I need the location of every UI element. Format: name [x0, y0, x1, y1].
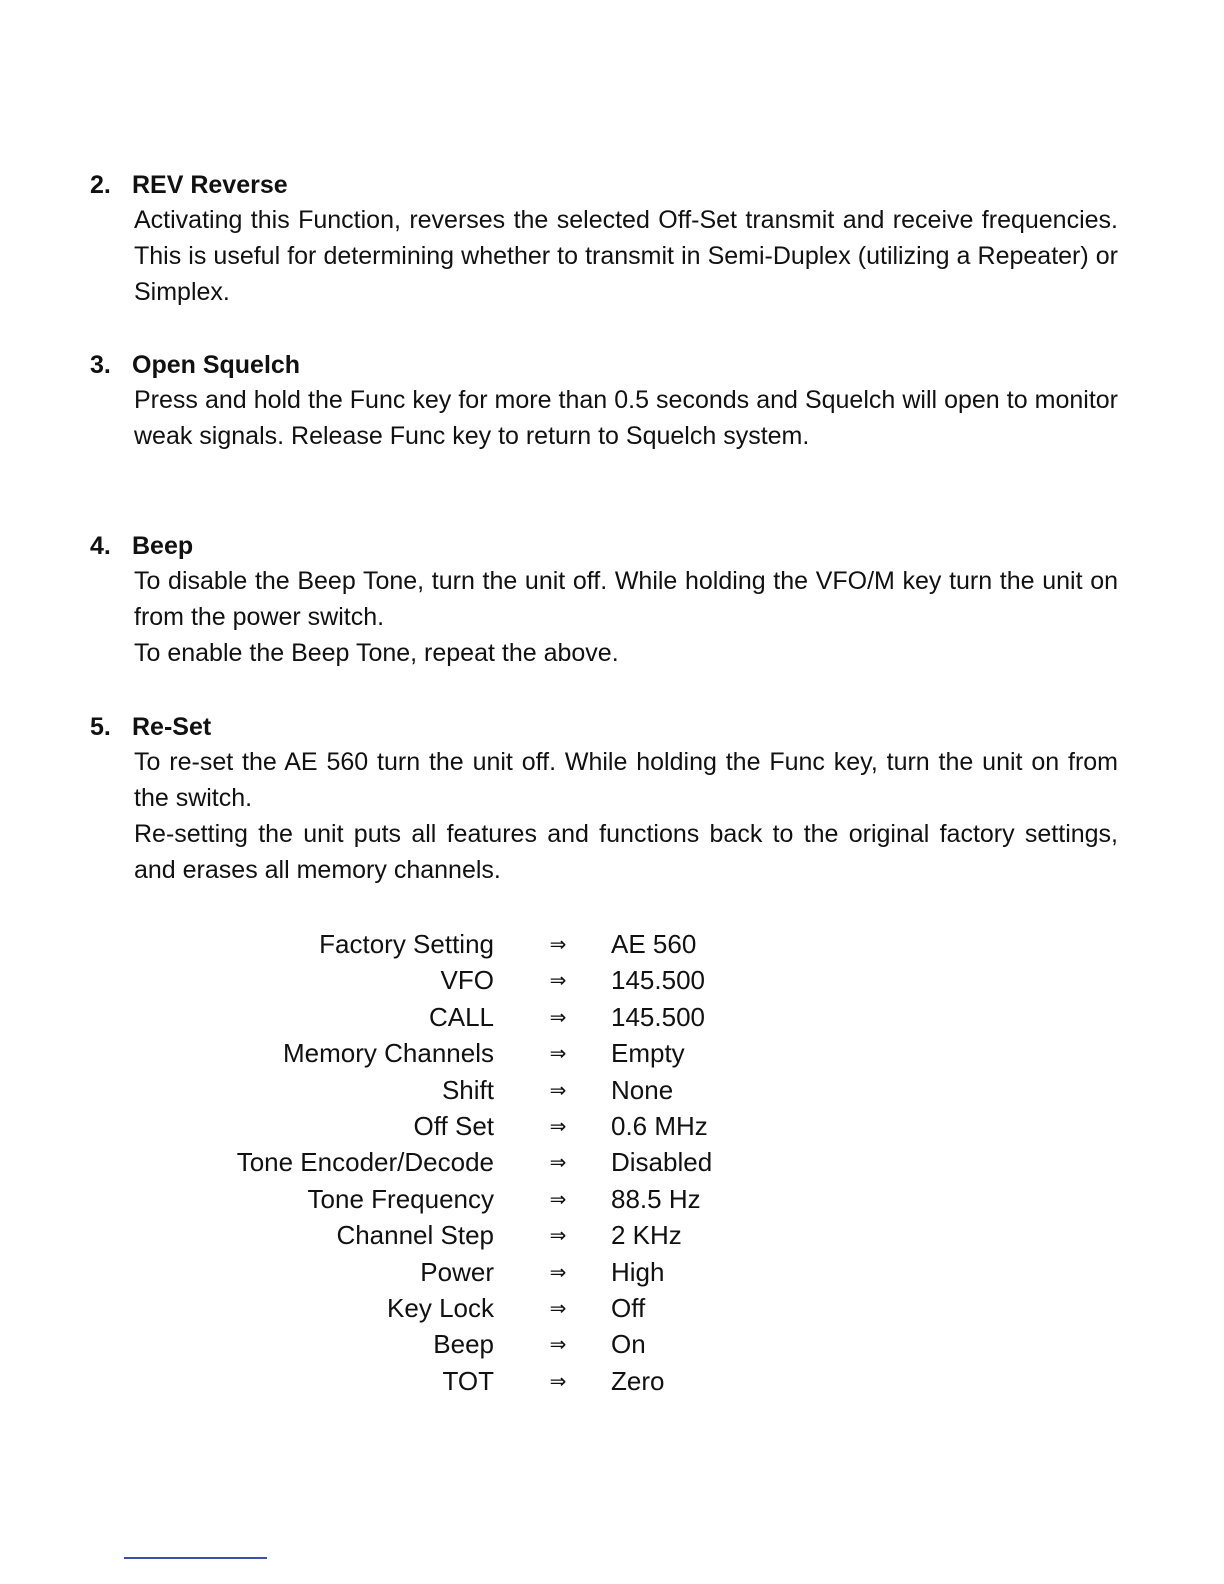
- settings-row: [0, 999, 1224, 1035]
- setting-name: Memory Channels: [283, 1038, 494, 1069]
- setting-name: VFO: [440, 965, 494, 996]
- section-heading: [90, 168, 1120, 202]
- section-open-squelch: [90, 348, 1120, 454]
- setting-name: Tone Encoder/Decode: [236, 1147, 494, 1178]
- setting-value: 145.500: [611, 1001, 705, 1032]
- arrow-icon: ⇒: [549, 1259, 567, 1284]
- setting-value: None: [611, 1074, 674, 1105]
- setting-name: TOT: [442, 1365, 494, 1396]
- setting-value: 145.500: [611, 965, 705, 996]
- arrow-icon: ⇒: [549, 1223, 567, 1248]
- arrow-icon: ⇒: [549, 1150, 567, 1175]
- setting-name: Shift: [441, 1074, 494, 1105]
- section-paragraph: To enable the Beep Tone, repeat the above.: [134, 639, 619, 667]
- settings-row: [0, 1290, 1224, 1326]
- arrow-icon: ⇒: [549, 1041, 567, 1066]
- section-beep: [90, 529, 1120, 671]
- settings-row: [0, 1035, 1224, 1071]
- settings-row: [0, 1072, 1224, 1108]
- section-re-set: [90, 710, 1120, 888]
- section-paragraph: To re-set the AE 560 turn the unit off. While holding the Func key, turn the unit on from the switch.: [134, 748, 1118, 812]
- setting-value: On: [611, 1329, 646, 1360]
- settings-row: [0, 926, 1224, 962]
- setting-value: 88.5 Hz: [611, 1183, 701, 1214]
- section-number: 5.: [90, 713, 111, 741]
- setting-value: Off: [611, 1292, 646, 1323]
- arrow-icon: ⇒: [549, 1295, 567, 1320]
- setting-name: Power: [420, 1256, 494, 1287]
- settings-row: [0, 1217, 1224, 1253]
- section-paragraph: Activating this Function, reverses the selected Off-Set transmit and receive frequencies. This is useful for determining whether to transmit in Semi-Duplex (utilizing a Repeater) or Simplex.: [134, 206, 1118, 306]
- setting-name: CALL: [428, 1001, 494, 1032]
- setting-name: Key Lock: [387, 1292, 494, 1323]
- section-title: Re-Set: [132, 713, 212, 741]
- section-number: 2.: [90, 171, 111, 199]
- arrow-icon: ⇒: [549, 1077, 567, 1102]
- settings-row: [0, 1363, 1224, 1399]
- arrow-icon: ⇒: [549, 1368, 567, 1393]
- section-heading: [90, 710, 1120, 744]
- setting-value: Zero: [611, 1365, 665, 1396]
- section-heading: [90, 529, 1120, 563]
- arrow-icon: ⇒: [549, 932, 567, 956]
- section-title: Open Squelch: [132, 351, 301, 379]
- setting-name: Channel Step: [336, 1220, 494, 1251]
- setting-value: Empty: [611, 1038, 685, 1069]
- section-heading: [90, 348, 1120, 382]
- arrow-icon: ⇒: [549, 1186, 567, 1211]
- factory-settings-list: [0, 926, 1224, 1399]
- arrow-icon: ⇒: [549, 1004, 567, 1029]
- setting-value: 0.6 MHz: [611, 1110, 708, 1141]
- footer-divider: [124, 1557, 267, 1559]
- section-paragraph: Re-setting the unit puts all features and functions back to the original factory settings, and erases all memory channels.: [134, 820, 1118, 884]
- setting-value: 2 KHz: [611, 1220, 682, 1251]
- section-paragraph: Press and hold the Func key for more than 0.5 seconds and Squelch will open to monitor weak signals. Release Func key to return to Squelch system.: [134, 386, 1118, 450]
- section-title: Beep: [132, 532, 194, 560]
- setting-value: AE 560: [611, 929, 697, 959]
- section-number: 3.: [90, 351, 111, 379]
- setting-name: Off Set: [413, 1110, 494, 1141]
- settings-row: [0, 1181, 1224, 1217]
- section-title: REV Reverse: [132, 171, 288, 199]
- settings-row: [0, 1254, 1224, 1290]
- settings-row: [0, 1108, 1224, 1144]
- setting-value: Disabled: [611, 1147, 713, 1178]
- arrow-icon: ⇒: [549, 1113, 567, 1138]
- arrow-icon: ⇒: [549, 1332, 567, 1357]
- setting-value: High: [611, 1256, 665, 1287]
- section-paragraph: To disable the Beep Tone, turn the unit off. While holding the VFO/M key turn the unit on from the power switch.: [134, 567, 1118, 631]
- arrow-icon: ⇒: [549, 968, 567, 993]
- setting-name: Tone Frequency: [307, 1183, 494, 1214]
- settings-row: [0, 1326, 1224, 1362]
- settings-row: [0, 1144, 1224, 1180]
- settings-row: [0, 962, 1224, 998]
- setting-name: Factory Setting: [319, 929, 494, 959]
- section-rev-reverse: [90, 168, 1120, 310]
- setting-name: Beep: [433, 1329, 494, 1360]
- section-number: 4.: [90, 532, 111, 560]
